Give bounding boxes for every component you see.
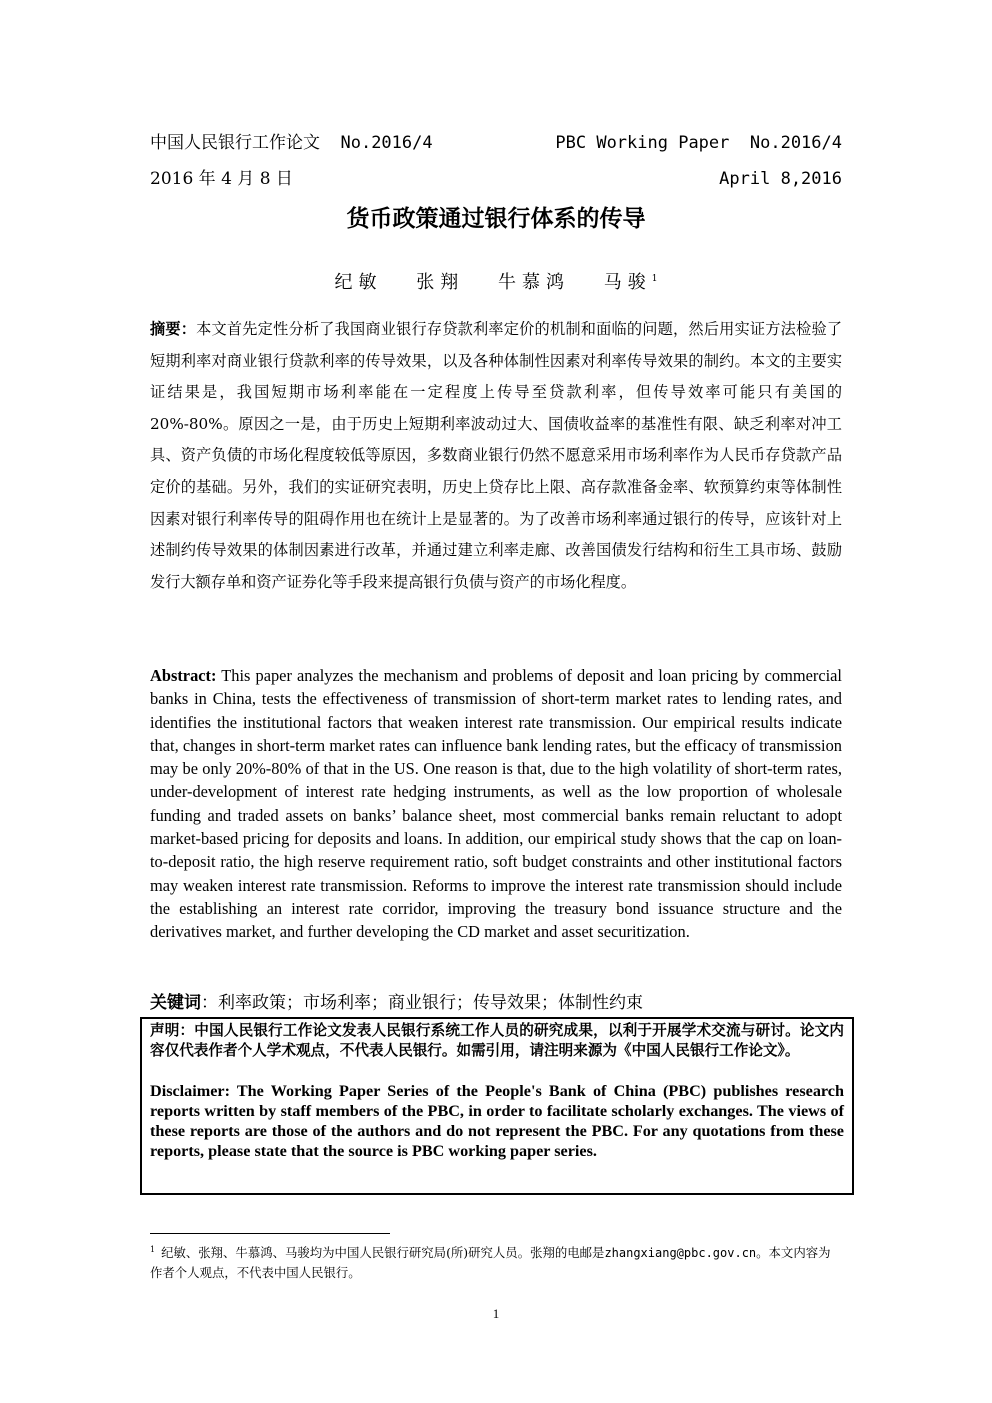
disclaimer-box	[140, 1017, 854, 1195]
abstract-cn-text: 本文首先定性分析了我国商业银行存贷款利率定价的机制和面临的问题，然后用实证方法检验了短期利率对商业银行贷款利率的传导效果，以及各种体制性因素对利率传导效果的制约。本文的主要实证结果是，我国短期市场利率能在一定程度上传导至贷款利率，但传导效率可能只有美国的 20%-80%。原因之一是，由于历史上短期利率波动过大、国债收益率的基准性有限、缺乏利率对冲工具、资产负债的市场化程度较低等原因，多数商业银行仍然不愿意采用市场利率作为人民币存贷款产品定价的基础。另外，我们的实证研究表明，历史上贷存比上限、高存款准备金率、软预算约束等体制性因素对银行利率传导的阻碍作用也在统计上是显著的。为了改善市场利率通过银行的传导，应该针对上述制约传导效果的体制因素进行改革，并通过建立利率走廊、改善国债发行结构和衍生工具市场、鼓励发行大额存单和资产证券化等手段来提高银行负债与资产的市场化程度。	[150, 320, 843, 591]
abstract-en-label: Abstract:	[150, 666, 217, 685]
author-list	[150, 266, 842, 296]
author-footnote-mark: 1	[651, 274, 658, 284]
abstract-cn-label: 摘要：	[150, 320, 197, 338]
footnote-mark: 1	[150, 1245, 156, 1254]
paper-number-left: No.2016/4	[340, 133, 433, 153]
date-cn: 2016 年 4 月 8 日	[150, 169, 293, 189]
author-name-text: 马骏	[603, 272, 652, 293]
abstract-cn	[150, 314, 842, 598]
disclaimer-cn: 声明：中国人民银行工作论文发表人民银行系统工作人员的研究成果，以利于开展学术交流与研讨。论文内容仅代表作者个人学术观点，不代表人民银行。如需引用，请注明来源为《中国人民银行工作论文》。	[150, 1022, 844, 1059]
header-left	[150, 132, 433, 154]
series-title-cn: 中国人民银行工作论文	[150, 133, 320, 153]
disclaimer-en: Disclaimer: The Working Paper Series of the People's Bank of China (PBC) publishes research reports written by staff members of the PBC, in order to facilitate scholarly exchanges. The views of these reports are those of the authors and do not represent the PBC. For any quotations from these reports, please state that the source is PBC working paper series.	[150, 1082, 844, 1160]
header-right	[555, 132, 842, 154]
paper-number-right: No.2016/4	[749, 133, 842, 153]
paper-title: 货币政策通过银行体系的传导	[346, 206, 646, 232]
running-header	[150, 132, 842, 154]
author-name: 张翔	[416, 272, 465, 293]
date-line	[150, 168, 842, 190]
footnote	[150, 1240, 842, 1283]
author-name	[604, 266, 658, 296]
page-number: 1	[492, 1306, 500, 1321]
series-title-en: PBC Working Paper	[555, 133, 730, 153]
keywords-text: ：利率政策；市场利率；商业银行；传导效果；体制性约束	[201, 993, 643, 1013]
footnote-text-a: 纪敏、张翔、牛慕鸿、马骏均为中国人民银行研究局(所)研究人员。张翔的电邮是	[161, 1245, 605, 1261]
author-name: 纪敏	[334, 272, 383, 293]
footnote-email: zhangxiang@pbc.gov.cn	[604, 1246, 757, 1261]
keywords	[150, 990, 842, 1016]
abstract-en	[150, 664, 842, 944]
author-name: 牛慕鸿	[498, 272, 570, 293]
footnote-divider	[150, 1233, 390, 1234]
footnote-text-b: 。本文内容为作者个人观点，不代表中国人民银行。	[150, 1245, 831, 1281]
date-en: April 8,2016	[719, 169, 842, 189]
abstract-en-text: This paper analyzes the mechanism and problems of deposit and loan pricing by commercial banks in China, tests the effectiveness of transmission of short-term market rates to lending rates, and identifies the institutional factors that weaken interest rate transmission. Our empirical results indicate that, changes in short-term market rates can influence bank lending rates, but the efficacy of transmission may be only 20%-80% of that in the US. One reason is that, due to the high volatility of short-term rates, under-development of interest rate hedging instruments, as well as the low proportion of wholesale funding and traded assets on banks’ balance sheet, most commercial banks remain reluctant to adopt market-based pricing for deposits and loans. In addition, our empirical study shows that the cap on loan-to-deposit ratio, the high reserve requirement ratio, soft budget constraints and other institutional factors may weaken interest rate transmission. Reforms to improve the interest rate transmission should include the establishing an interest rate corridor, improving the treasury bond issuance structure and the derivatives market, and further developing the CD market and asset securitization.	[150, 666, 842, 942]
keywords-label: 关键词	[150, 993, 201, 1013]
